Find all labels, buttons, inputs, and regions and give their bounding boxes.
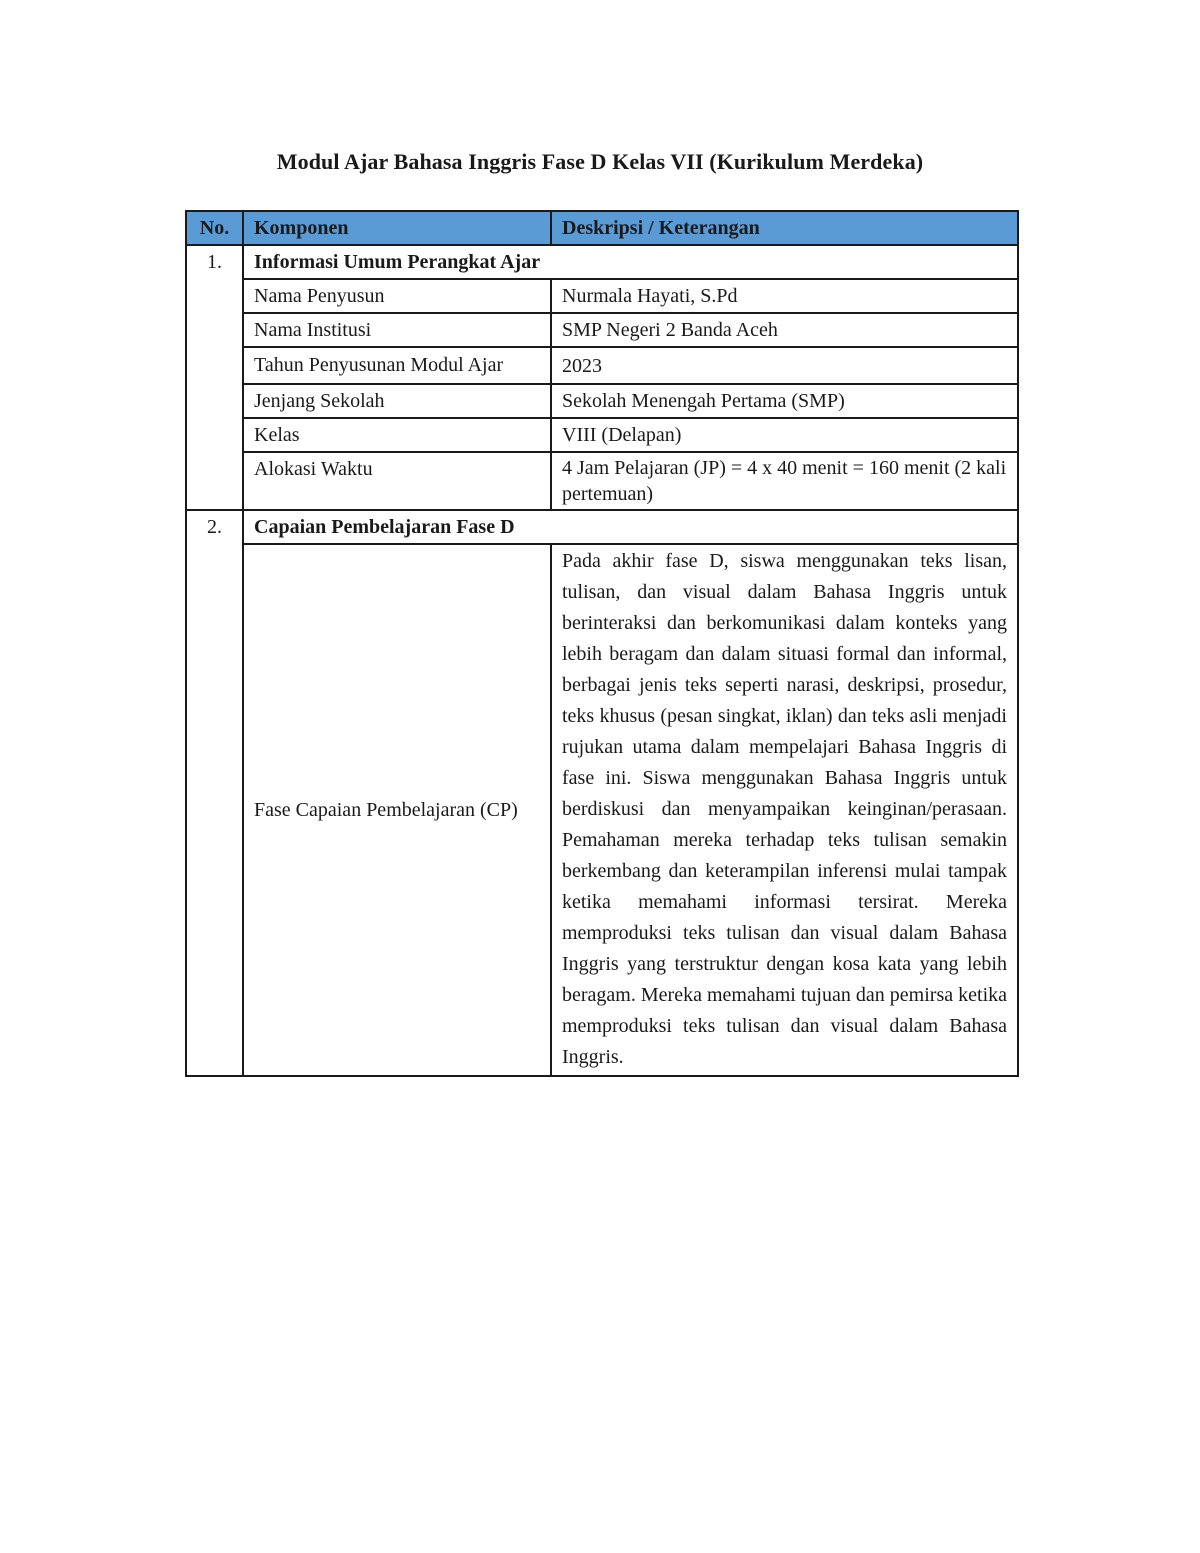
section-row-capaian [186,510,1018,544]
deskripsi-cell: Nurmala Hayati, S.Pd [551,279,1018,313]
module-table [185,210,1019,1077]
header-komponen: Komponen [243,211,551,245]
deskripsi-cell: SMP Negeri 2 Banda Aceh [551,313,1018,347]
table-header [186,211,1018,245]
komponen-cell: Nama Penyusun [243,279,551,313]
section-number: 2. [186,510,243,1076]
section-row-informasi-umum [186,245,1018,279]
deskripsi-cell: 2023 [551,347,1018,384]
deskripsi-cell: 4 Jam Pelajaran (JP) = 4 x 40 menit = 160 menit (2 kali pertemuan) [551,452,1018,510]
deskripsi-cell: Sekolah Menengah Pertama (SMP) [551,384,1018,418]
table-row [186,384,1018,418]
komponen-cell: Tahun Penyusunan Modul Ajar [243,347,551,384]
komponen-cell: Fase Capaian Pembelajaran (CP) [243,544,551,1076]
section-title: Capaian Pembelajaran Fase D [243,510,1018,544]
komponen-cell: Kelas [243,418,551,452]
document-title: Modul Ajar Bahasa Inggris Fase D Kelas VII (Kurikulum Merdeka) [276,149,924,174]
komponen-cell: Alokasi Waktu [243,452,551,510]
table-row [186,347,1018,384]
section-number: 1. [186,245,243,510]
header-no: No. [186,211,243,245]
deskripsi-cell: Pada akhir fase D, siswa menggunakan teks lisan, tulisan, dan visual dalam Bahasa Inggris untuk berinteraksi dan berkomunikasi dalam konteks yang lebih beragam dan dalam situasi formal dan informal, berbagai jenis teks seperti narasi, deskripsi, prosedur, teks khusus (pesan singkat, iklan) dan teks asli menjadi rujukan utama dalam mempelajari Bahasa Inggris di fase ini. Siswa menggunakan Bahasa Inggris untuk berdiskusi dan menyampaikan keinginan/perasaan. Pemahaman mereka terhadap teks tulisan semakin berkembang dan keterampilan inferensi mulai tampak ketika memahami informasi tersirat. Mereka memproduksi teks tulisan dan visual dalam Bahasa Inggris yang terstruktur dengan kosa kata yang lebih beragam. Mereka memahami tujuan dan pemirsa ketika memproduksi teks tulisan dan visual dalam Bahasa Inggris. [551,544,1018,1076]
table-row [186,418,1018,452]
table-row [186,544,1018,1076]
table-row [186,452,1018,510]
table-row [186,313,1018,347]
section-title: Informasi Umum Perangkat Ajar [243,245,1018,279]
deskripsi-cell: VIII (Delapan) [551,418,1018,452]
header-deskripsi: Deskripsi / Keterangan [551,211,1018,245]
komponen-cell: Jenjang Sekolah [243,384,551,418]
table-row [186,279,1018,313]
komponen-cell: Nama Institusi [243,313,551,347]
